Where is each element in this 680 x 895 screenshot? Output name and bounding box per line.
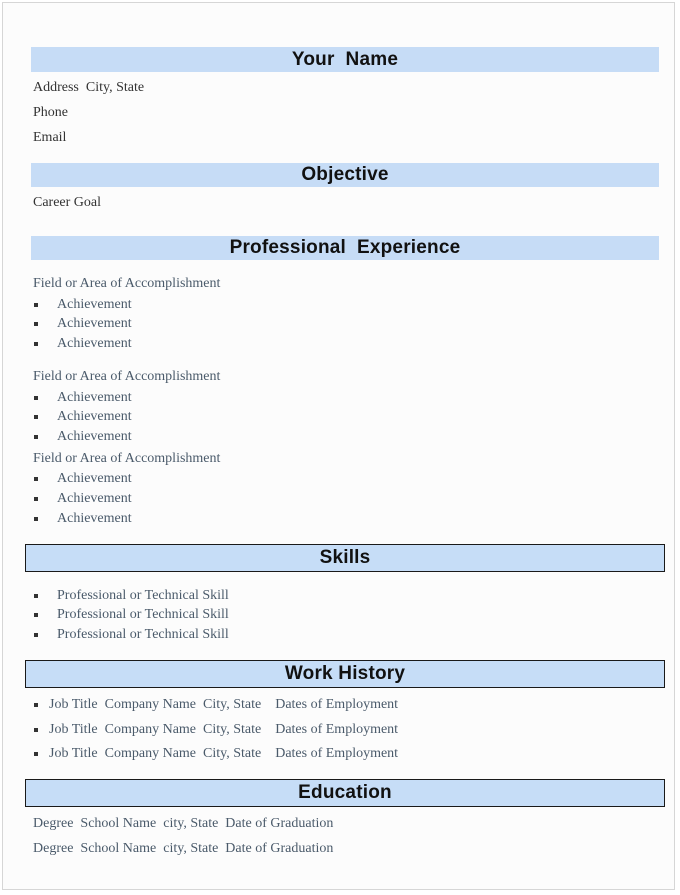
- skills-heading: Skills: [25, 544, 665, 572]
- skill-item: Professional or Technical Skill: [57, 627, 229, 642]
- bullet-icon: [34, 303, 38, 307]
- bullet-icon: [34, 497, 38, 501]
- bullet-icon: [34, 752, 38, 756]
- achievement-item: Achievement: [57, 491, 132, 506]
- work-history-heading: Work History: [25, 660, 665, 688]
- education-item: Degree School Name city, State Date of Graduation: [33, 816, 334, 831]
- bullet-icon: [34, 613, 38, 617]
- achievement-item: Achievement: [57, 336, 132, 351]
- bullet-icon: [34, 703, 38, 707]
- achievement-item: Achievement: [57, 511, 132, 526]
- field-label: Field or Area of Accomplishment: [33, 276, 221, 291]
- objective-text: Career Goal: [33, 195, 102, 210]
- bullet-icon: [34, 477, 38, 481]
- address-line: Address City, State: [33, 80, 145, 95]
- skill-item: Professional or Technical Skill: [57, 607, 229, 622]
- education-heading: Education: [25, 779, 665, 807]
- achievement-item: Achievement: [57, 429, 132, 444]
- bullet-icon: [34, 728, 38, 732]
- bullet-icon: [34, 322, 38, 326]
- achievement-item: Achievement: [57, 471, 132, 486]
- bullet-icon: [34, 415, 38, 419]
- field-label: Field or Area of Accomplishment: [33, 451, 221, 466]
- phone-line: Phone: [33, 105, 68, 120]
- bullet-icon: [34, 435, 38, 439]
- bullet-icon: [34, 517, 38, 521]
- achievement-item: Achievement: [57, 297, 132, 312]
- field-label: Field or Area of Accomplishment: [33, 369, 221, 384]
- email-line: Email: [33, 130, 67, 145]
- bullet-icon: [34, 633, 38, 637]
- job-item: Job Title Company Name City, State Dates of Employment: [49, 697, 399, 712]
- job-item: Job Title Company Name City, State Dates of Employment: [49, 722, 399, 737]
- skill-item: Professional or Technical Skill: [57, 588, 229, 603]
- name-heading: Your Name: [31, 47, 659, 72]
- experience-heading: Professional Experience: [31, 236, 659, 260]
- bullet-icon: [34, 594, 38, 598]
- objective-heading: Objective: [31, 163, 659, 187]
- achievement-item: Achievement: [57, 316, 132, 331]
- achievement-item: Achievement: [57, 409, 132, 424]
- bullet-icon: [34, 342, 38, 346]
- job-item: Job Title Company Name City, State Dates of Employment: [49, 746, 399, 761]
- education-item: Degree School Name city, State Date of Graduation: [33, 841, 334, 856]
- achievement-item: Achievement: [57, 390, 132, 405]
- bullet-icon: [34, 396, 38, 400]
